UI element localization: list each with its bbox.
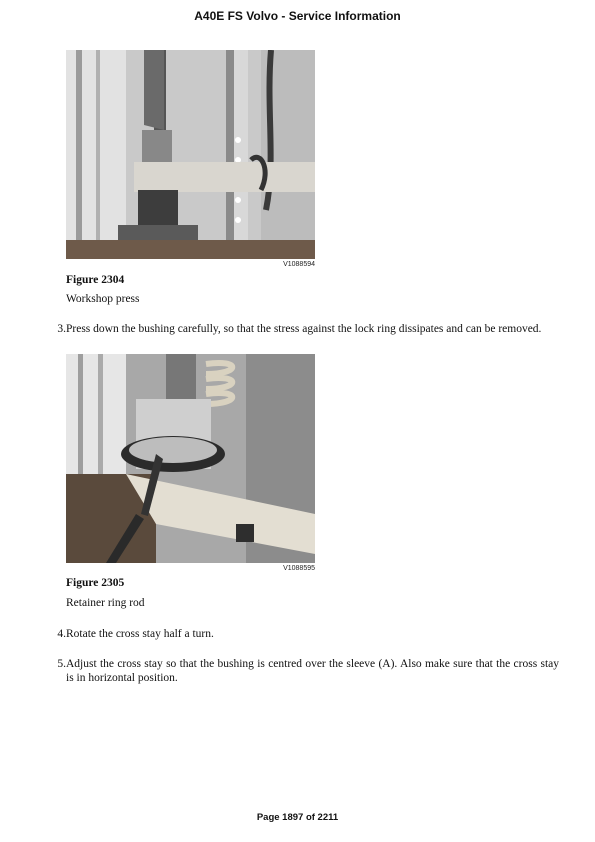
step-text: Press down the bushing carefully, so that the stress against the lock ring dissipates and can be removed. bbox=[66, 323, 542, 335]
step-number: 3. bbox=[57, 323, 66, 335]
step-text: Rotate the cross stay half a turn. bbox=[66, 628, 214, 640]
figure-label: Figure 2304 bbox=[66, 274, 125, 286]
figure-2304 bbox=[66, 50, 315, 269]
step-text: Adjust the cross stay so that the bushing is centred over the sleeve (A). Also make sure that the cross stay is in horizontal position. bbox=[66, 658, 559, 684]
figure-reference: V1088594 bbox=[283, 261, 315, 268]
step-number: 5. bbox=[57, 658, 66, 670]
step-4 bbox=[52, 627, 559, 641]
step-3 bbox=[52, 322, 559, 336]
step-5 bbox=[52, 657, 559, 685]
document-header: A40E FS Volvo - Service Information bbox=[194, 9, 401, 23]
retainer-ring-rod-photo bbox=[66, 354, 315, 563]
figure-caption: Retainer ring rod bbox=[66, 597, 145, 609]
step-number: 4. bbox=[57, 628, 66, 640]
figure-2305 bbox=[66, 354, 315, 573]
figure-reference: V1088595 bbox=[283, 565, 315, 572]
page-number: Page 1897 of 2211 bbox=[256, 812, 339, 823]
figure-caption: Workshop press bbox=[66, 293, 140, 305]
figure-label: Figure 2305 bbox=[66, 577, 125, 589]
workshop-press-photo bbox=[66, 50, 315, 259]
